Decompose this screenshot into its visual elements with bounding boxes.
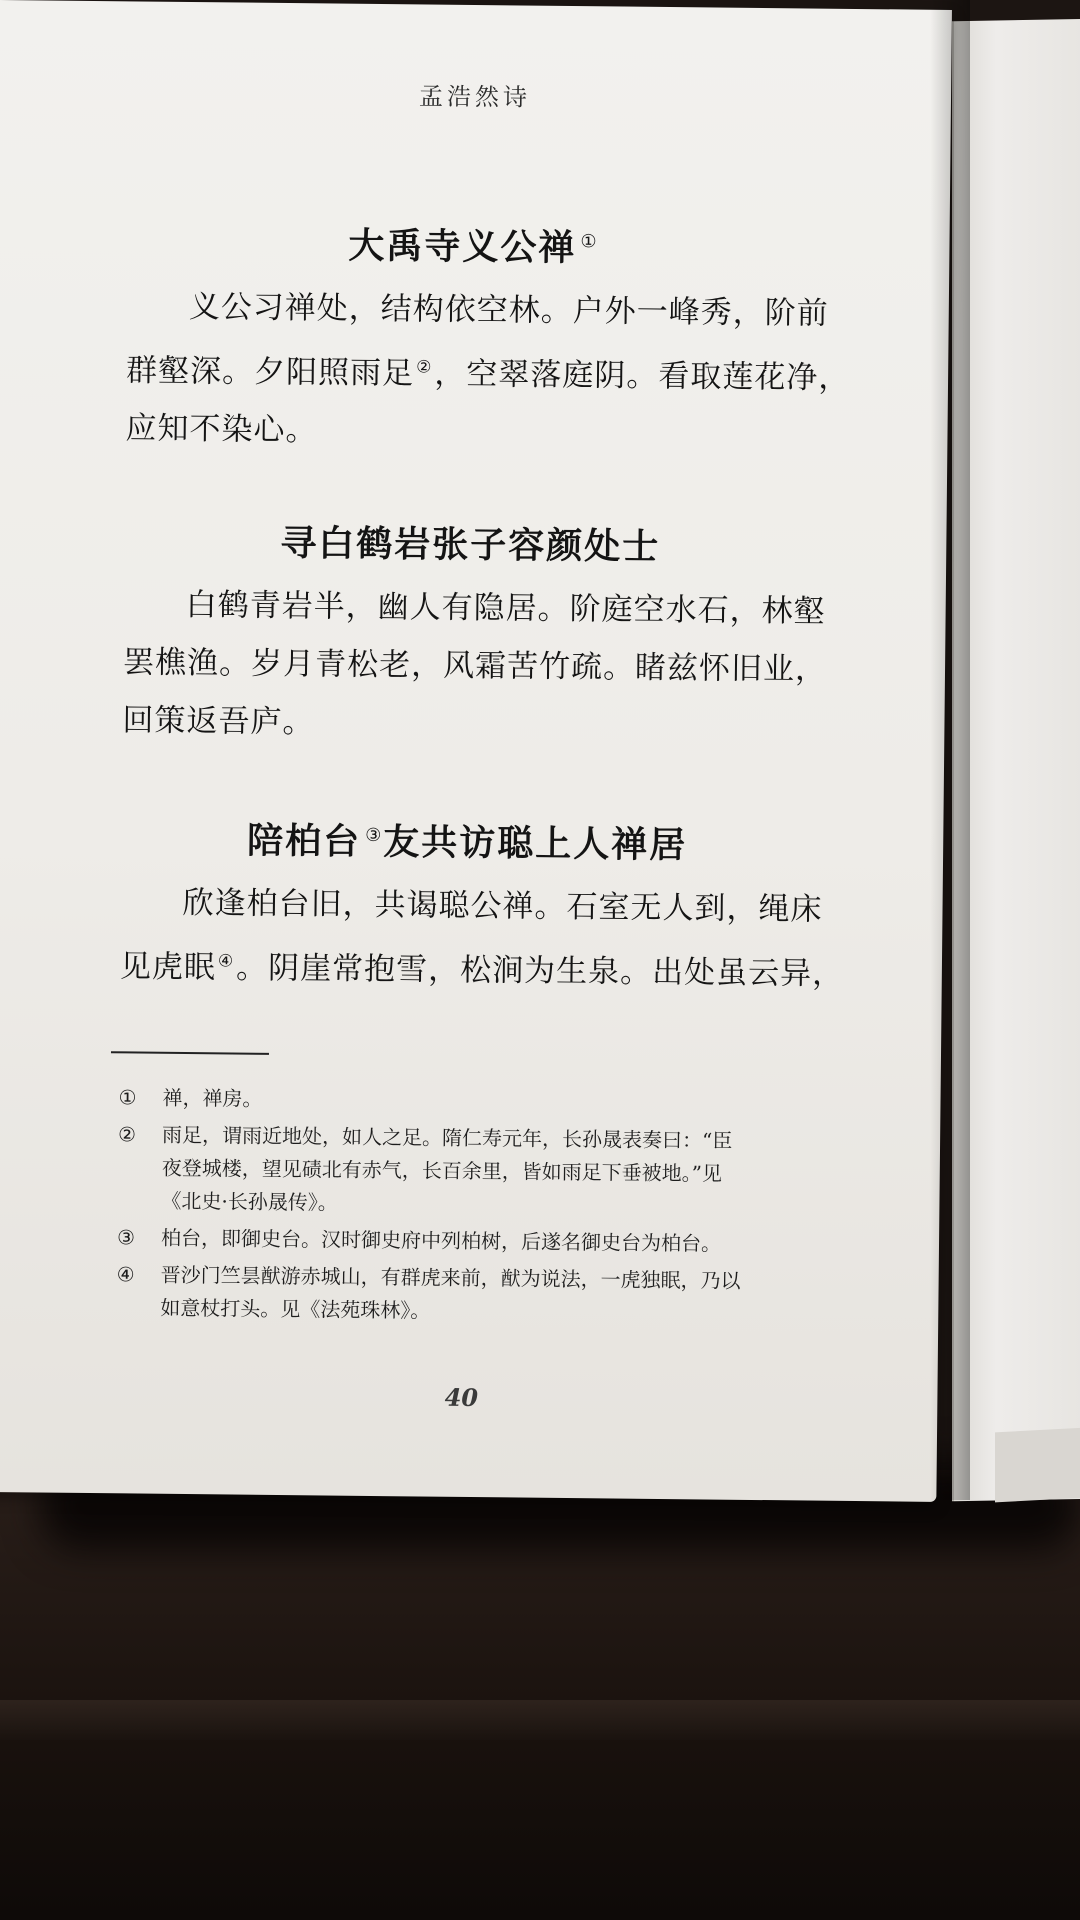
poem-body-2 — [122, 575, 868, 757]
poem-title-2 — [0, 512, 947, 573]
footnote-item — [117, 1221, 857, 1262]
poem-title-3 — [0, 810, 943, 871]
poem-line — [126, 335, 871, 407]
poem-line — [126, 277, 871, 343]
footnote-ref: ④ — [217, 951, 235, 972]
poem-title-1 — [0, 214, 950, 275]
poem-title-text: 陪柏台 — [246, 820, 362, 863]
poem-title-text: 友共访聪上人禅居 — [383, 822, 688, 867]
footnote-text: 晋沙门竺昙猷游赤城山，有群虎来前，猷为说法，一虎独眠，乃以 — [160, 1262, 741, 1293]
poem-line-text: 。阴崖常抱雪，松涧为生泉。出处虽云异， — [235, 949, 845, 993]
facing-page-corner — [995, 1428, 1080, 1503]
poem-body-3 — [120, 873, 865, 1003]
footnotes — [116, 1081, 859, 1336]
poem-line — [123, 633, 868, 699]
poem-line-text: ，空翠落庭阴。看取莲花净， — [434, 355, 851, 397]
book-gutter-shadow — [930, 0, 970, 1500]
poem-line-text: 回策返吾庐。 — [122, 702, 315, 741]
poem-line-text: 罢樵渔。岁月青松老，风霜苦竹疏。睹兹怀旧业， — [122, 644, 828, 688]
page-number: 40 — [444, 1382, 479, 1413]
poem-line-text: 群壑深。夕阳照雨足 — [125, 352, 415, 392]
footnote-number: ① — [118, 1085, 137, 1110]
table-edge — [0, 1700, 1080, 1740]
footnote-text: 夜登城楼，望见碛北有赤气，长百余里，皆如雨足下垂被地。”见 — [161, 1155, 723, 1186]
footnote-text: 《北史·长孙晟传》。 — [161, 1188, 338, 1215]
footnote-text: 禅，禅房。 — [162, 1085, 263, 1111]
poem-line — [122, 691, 867, 757]
footnote-item — [116, 1258, 857, 1332]
poem-title-text: 寻白鹤岩张子容颜处士 — [280, 522, 661, 568]
footnote-ref: ② — [416, 357, 433, 378]
footnote-item — [117, 1118, 858, 1225]
footnote-divider — [111, 1051, 269, 1055]
poem-line-text: 见虎眠 — [119, 948, 217, 986]
footnote-item — [118, 1081, 858, 1122]
poem-line — [120, 931, 865, 1003]
poem-line — [120, 873, 865, 939]
footnote-number: ② — [118, 1122, 137, 1147]
running-head: 孟浩然诗 — [418, 82, 532, 112]
footnote-number: ③ — [116, 1225, 136, 1250]
poem-line — [123, 575, 868, 641]
poem-line-text: 白鹤青岩半，幽人有隐居。阶庭空水石，林壑 — [185, 586, 826, 630]
poem-line-text: 应知不染心。 — [125, 410, 318, 449]
facing-page — [952, 19, 1080, 1501]
poem-line-text: 义公习禅处，结构依空林。户外一峰秀，阶前 — [188, 288, 829, 332]
poem-line — [125, 400, 870, 466]
footnote-text: 如意杖打头。见《法苑珠林》。 — [160, 1295, 431, 1323]
footnote-ref: ① — [580, 231, 599, 253]
poem-title-text: 大禹寺义公禅 — [348, 225, 577, 270]
poem-body-1 — [125, 277, 871, 465]
footnote-text: 柏台，即御史台。汉时御史府中列柏树，后遂名御史台为柏台。 — [160, 1225, 722, 1256]
footnote-number: ④ — [116, 1262, 135, 1287]
footnote-ref: ③ — [365, 824, 384, 847]
footnote-text: 雨足，谓雨近地处，如人之足。隋仁寿元年，长孙晟表奏曰：“臣 — [162, 1122, 733, 1153]
poem-line-text: 欣逢柏台旧，共谒聪公禅。石室无人到，绳床 — [182, 884, 823, 928]
